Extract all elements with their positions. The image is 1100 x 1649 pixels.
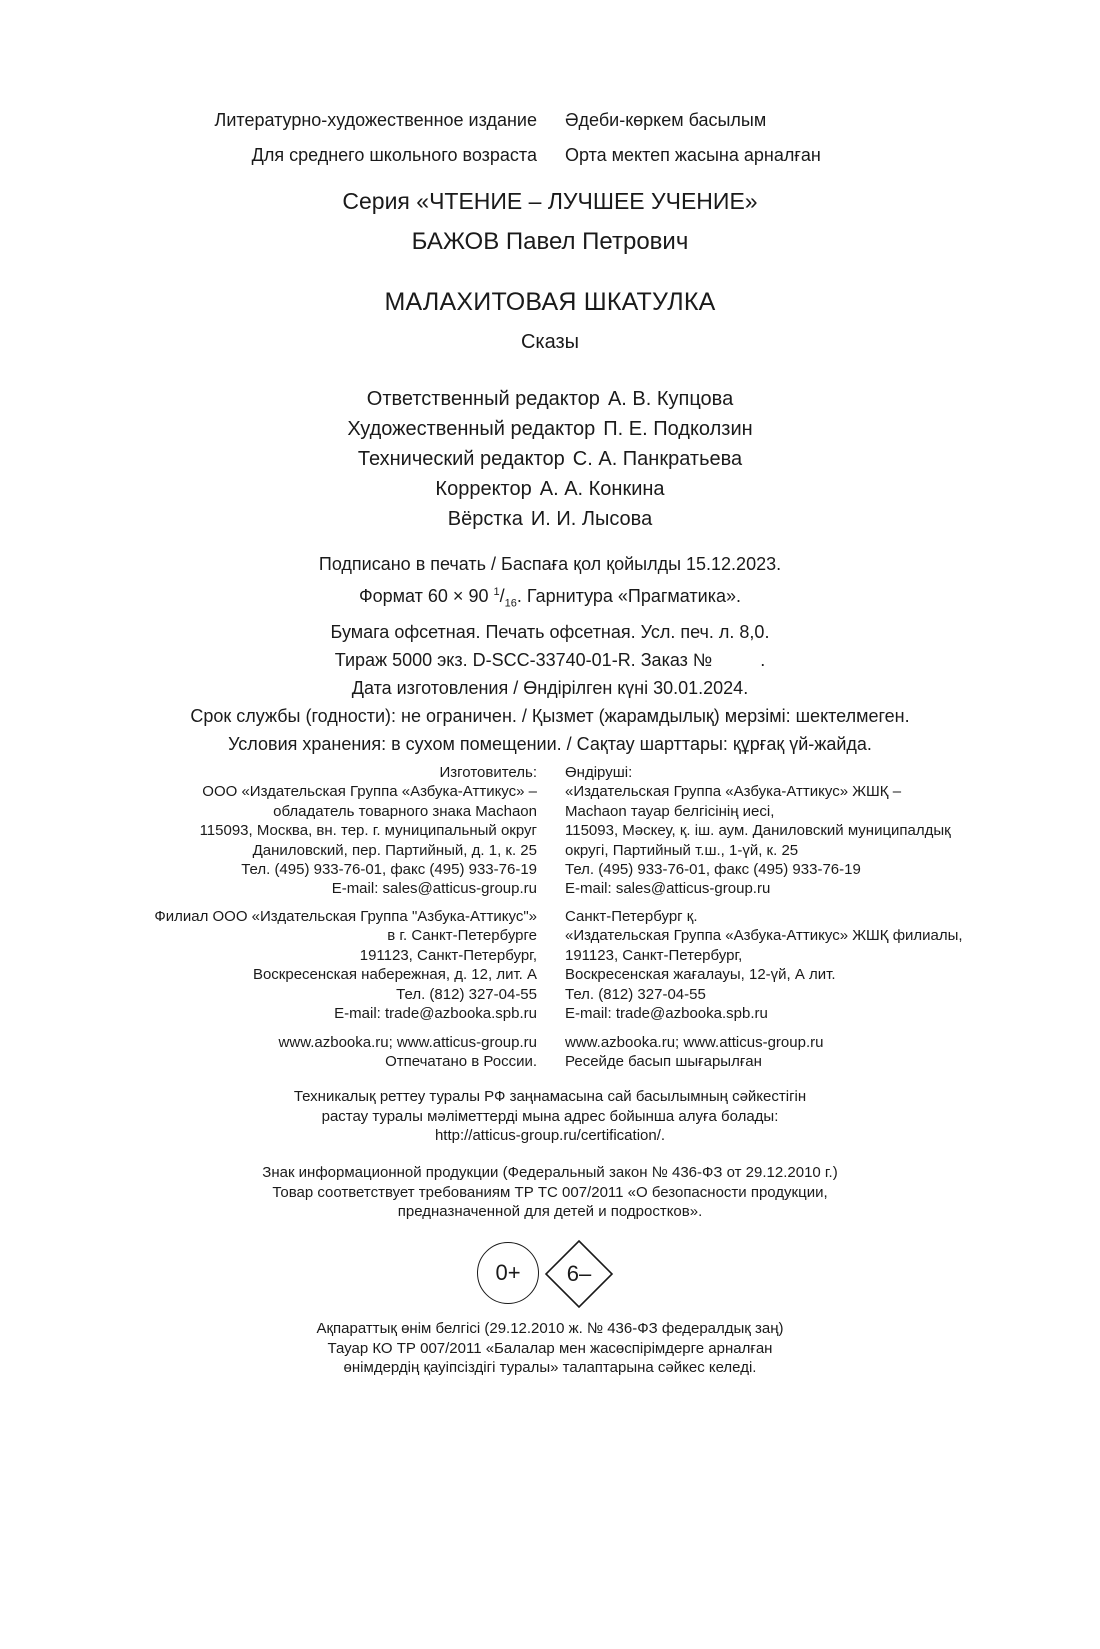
addr-line: округі, Партийный т.ш., 1-үй, к. 25 xyxy=(565,841,799,859)
format-suffix: . Гарнитура «Прагматика». xyxy=(516,586,742,606)
notice-line: Ақпараттық өнім белгісі (29.12.2010 ж. № 436-ФЗ федералдық заң) xyxy=(316,1320,784,1337)
credit-role: Технический редактор xyxy=(357,448,565,470)
addr-line: Өндіруші: xyxy=(565,764,633,781)
credit-name: А. В. Купцова xyxy=(607,388,734,410)
credit-line xyxy=(0,474,1100,504)
age-group-kz: Орта мектеп жасына арналған xyxy=(565,145,821,165)
branch-ru xyxy=(154,907,537,1023)
credit-name: А. А. Конкина xyxy=(539,478,665,500)
notice-line: http://atticus-group.ru/certification/. xyxy=(434,1127,666,1144)
service-life: Срок службы (годности): не ограничен. / Қызмет (жарамдылық) мерзімі: шектелмеген. xyxy=(190,705,910,726)
edition-type-kz: Әдеби-көркем басылым xyxy=(565,110,767,130)
age-group-ru: Для среднего школьного возраста xyxy=(251,145,537,165)
age-diamond-mark: 6– xyxy=(566,1261,592,1286)
addr-line: «Издательская Группа «Азбука-Аттикус» ЖШҚ филиалы, xyxy=(565,927,963,945)
series-title: Серия «ЧТЕНИЕ – ЛУЧШЕЕ УЧЕНИЕ» xyxy=(342,188,758,214)
addr-line: E-mail: trade@azbooka.spb.ru xyxy=(565,1005,768,1023)
addr-line: «Издательская Группа «Азбука-Аттикус» ЖШҚ – xyxy=(565,783,902,801)
addr-line: Изготовитель: xyxy=(439,764,537,781)
credit-line xyxy=(0,504,1100,534)
printed-in: Отпечатано в России. xyxy=(385,1053,537,1071)
addr-line: 115093, Мәскеу, қ. іш. аум. Даниловский муниципалдық xyxy=(565,822,951,840)
addr-line: Воскресенская набережная, д. 12, лит. А xyxy=(252,966,537,984)
addr-line: E-mail: sales@atticus-group.ru xyxy=(565,880,771,898)
addr-line: Воскресенская жағалауы, 12-үй, А лит. xyxy=(565,966,836,984)
web-links: www.azbooka.ru; www.atticus-group.ru xyxy=(278,1034,537,1051)
manufacturer-ru xyxy=(200,763,537,899)
addr-line: Machaon тауар белгісінің иесі, xyxy=(565,802,775,820)
signed-date: Подписано в печать / Баспаға қол қойылды 15.12.2023. xyxy=(318,554,782,574)
manufacturer-kz xyxy=(565,763,951,899)
run-text: Тираж 5000 экз. D-SCC-33740-01-R. Заказ № xyxy=(334,649,713,670)
author-name: БАЖОВ Павел Петрович xyxy=(411,228,689,255)
notice-line: предназначенной для детей и подростков». xyxy=(397,1203,703,1220)
credit-role: Корректор xyxy=(435,478,532,500)
notice-line: растау туралы мәліметтерді мына адрес бойынша алуға болады: xyxy=(321,1107,779,1125)
credit-line xyxy=(0,444,1100,474)
format-sub: 16 xyxy=(504,597,517,610)
certification-notice xyxy=(0,1087,1100,1146)
notice-line: Товар соответствует требованиям ТР ТС 007/2011 «О безопасности продукции, xyxy=(272,1183,828,1201)
addr-line: обладатель товарного знака Machaon xyxy=(273,802,537,820)
addr-line: 191123, Санкт-Петербург, xyxy=(565,946,743,964)
credit-name: С. А. Панкратьева xyxy=(572,448,743,470)
paper-line: Бумага офсетная. Печать офсетная. Усл. печ. л. 8,0. xyxy=(330,621,770,642)
age-marks xyxy=(0,1240,1100,1310)
addr-line: в г. Санкт-Петербурге xyxy=(387,927,537,945)
run-end: . xyxy=(760,649,766,670)
addr-line: 191123, Санкт-Петербург, xyxy=(359,946,537,964)
book-subtitle: Сказы xyxy=(520,331,580,353)
run-line xyxy=(0,646,1100,674)
addr-line: E-mail: sales@atticus-group.ru xyxy=(331,880,537,898)
addr-line: Даниловский, пер. Партийный, д. 1, к. 25 xyxy=(252,841,537,859)
printed-in: Ресейде басып шығарылған xyxy=(565,1053,762,1071)
credit-role: Ответственный редактор xyxy=(366,388,600,410)
addr-line: E-mail: trade@azbooka.spb.ru xyxy=(334,1005,537,1023)
notice-line: Тауар КО ТР 007/2011 «Балалар мен жасөспірімдерге арналған xyxy=(327,1339,773,1357)
book-title: МАЛАХИТОВАЯ ШКАТУЛКА xyxy=(384,288,716,316)
web-ru xyxy=(279,1033,537,1072)
web-kz xyxy=(565,1033,823,1072)
addr-line: Тел. (495) 933-76-01, факс (495) 933-76-19 xyxy=(241,861,537,879)
addr-line: Тел. (495) 933-76-01, факс (495) 933-76-19 xyxy=(565,861,861,879)
credits-list xyxy=(0,384,1100,534)
web-links: www.azbooka.ru; www.atticus-group.ru xyxy=(565,1034,824,1051)
addr-line: 115093, Москва, вн. тер. г. муниципальный округ xyxy=(199,822,537,840)
addr-line: Санкт-Петербург қ. xyxy=(565,908,698,925)
info-sign-ru xyxy=(0,1163,1100,1222)
notice-line: Техникалық реттеу туралы РФ заңнамасына сай басылымның сәйкестігін xyxy=(293,1088,807,1105)
addr-line: Филиал ООО «Издательская Группа "Азбука-Аттикус"» xyxy=(154,908,537,925)
credit-name: И. И. Лысова xyxy=(530,508,653,530)
addr-line: ООО «Издательская Группа «Азбука-Аттикус» – xyxy=(202,783,537,801)
addr-line: Тел. (812) 327-04-55 xyxy=(396,985,537,1003)
format-sup: 1 xyxy=(493,586,500,598)
branch-kz xyxy=(565,907,963,1023)
production-date: Дата изготовления / Өндірілген күні 30.01.2024. xyxy=(351,677,749,698)
storage-conditions: Условия хранения: в сухом помещении. / Сақтау шарттары: құрғақ үй-жайда. xyxy=(228,733,872,754)
edition-type-ru: Литературно-художественное издание xyxy=(214,110,537,130)
format-line: Формат 60 × 90 $^1/_{16}$. Гарнитура «Прагматика». xyxy=(358,586,742,610)
info-sign-kz xyxy=(0,1319,1100,1378)
addr-line: Тел. (812) 327-04-55 xyxy=(565,985,706,1003)
credit-name: П. Е. Подколзин xyxy=(603,418,753,440)
credit-line xyxy=(0,414,1100,444)
notice-line: Знак информационной продукции (Федеральный закон № 436-ФЗ от 29.12.2010 г.) xyxy=(262,1164,838,1181)
format-prefix: Формат 60 × 90 xyxy=(358,586,489,606)
credit-line xyxy=(0,384,1100,414)
notice-line: өнімдердің қауіпсіздігі туралы» талаптарына сәйкес келеді. xyxy=(343,1359,757,1376)
credit-role: Художественный редактор xyxy=(347,418,596,440)
age-circle-mark: 0+ xyxy=(477,1242,539,1304)
credit-role: Вёрстка xyxy=(447,508,523,530)
print-info xyxy=(0,550,1100,758)
